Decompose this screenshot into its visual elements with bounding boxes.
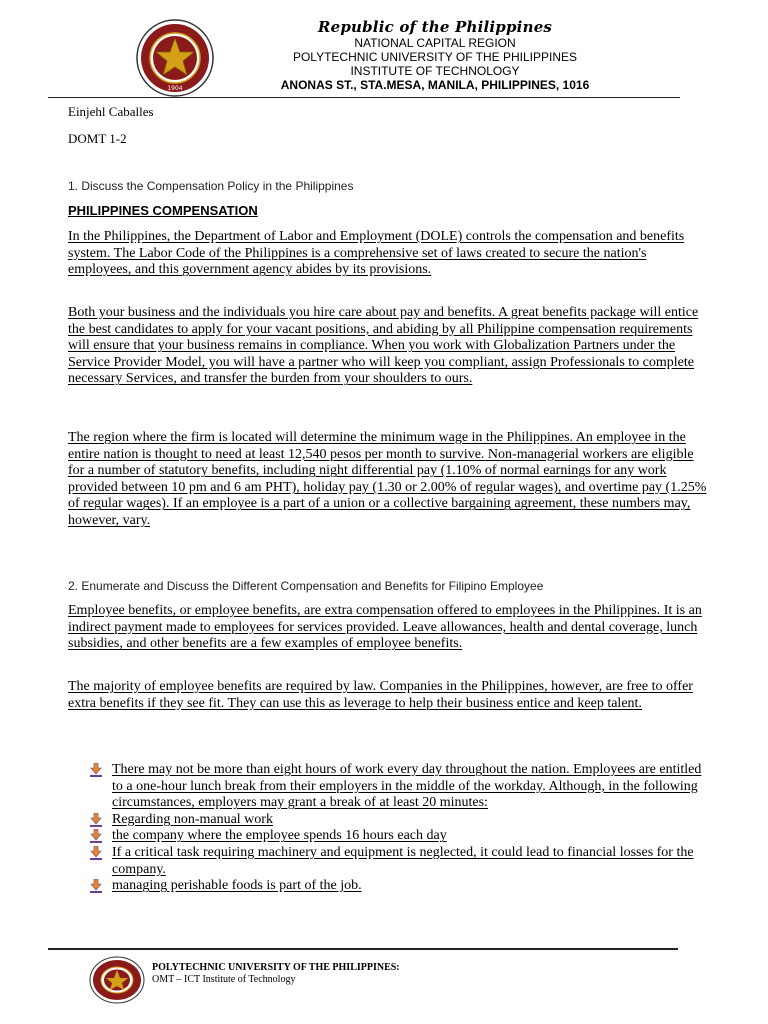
list-item: managing perishable foods is part of the job. <box>88 878 708 895</box>
list-item: If a critical task requiring machinery and equipment is neglected, it could lead to financial losses for the company. <box>88 845 708 878</box>
student-name: Einjehl Caballes <box>68 104 154 119</box>
footer-title: POLYTECHNIC UNIVERSITY OF THE PHILIPPINES: <box>152 962 400 973</box>
student-section: DOMT 1-2 <box>68 131 127 146</box>
arrow-bullet-icon <box>88 846 104 860</box>
list-item: Regarding non-manual work <box>88 812 708 829</box>
footer <box>152 962 400 986</box>
seal-year: 1904 <box>167 85 183 92</box>
header-divider <box>48 97 680 98</box>
region-line: NATIONAL CAPITAL REGION <box>354 36 516 50</box>
arrow-bullet-icon <box>88 763 104 777</box>
footer-seal-logo <box>88 955 146 1005</box>
list-item: the company where the employee spends 16 hours each day <box>88 828 708 845</box>
arrow-bullet-icon <box>88 813 104 827</box>
letterhead <box>200 18 670 92</box>
university-line: POLYTECHNIC UNIVERSITY OF THE PHILIPPINES <box>292 50 578 64</box>
list-item: There may not be more than eight hours of work every day throughout the nation. Employees are entitled to a one-hour lunch break from their employers in the middle of the workday. Although, in the following circumstances, employers may grant a break of at least 20 minutes: <box>88 762 708 812</box>
q1-paragraph-3: The region where the firm is located will determine the minimum wage in the Philippines. An employee in the entire nation is thought to need at least 12,540 pesos per month to survive. Non-managerial workers are eligible for a number of statutory benefits, including night differential pay (1.10% of normal earnings for any work provided between 10 pm and 6 am PHT), holiday pay (1.30 or 2.00% of regular wages), and overtime pay (1.25% of regular wages). If an employee is a part of a union or a collective bargaining agreement, these numbers may, however, vary. <box>68 430 707 528</box>
footer-subtitle: OMT – ICT Institute of Technology <box>152 974 296 985</box>
q2-paragraph-2: The majority of employee benefits are required by law. Companies in the Philippines, however, are free to offer extra benefits if they see fit. They can use this as leverage to help their business entice and keep talent. <box>68 679 693 711</box>
q2-paragraph-1: Employee benefits, or employee benefits, are extra compensation offered to employees in the Philippines. It is an indirect payment made to employees for services provided. Leave allowances, health and dental coverage, lunch subsidies, and other benefits are a few examples of employee benefits. <box>68 603 702 652</box>
footer-divider <box>48 948 678 950</box>
benefits-bullet-list <box>88 762 708 895</box>
republic-title: Republic of the Philippines <box>317 18 553 36</box>
question-1: 1. Discuss the Compensation Policy in the Philippines <box>68 179 354 193</box>
address-line: ANONAS ST., STA.MESA, MANILA, PHILIPPINES, 1016 <box>280 78 590 92</box>
q1-paragraph-2: Both your business and the individuals you hire care about pay and benefits. A great benefits package will entice the best candidates to apply for your vacant positions, and abiding by all Philippine compensation requirements will ensure that your business remains in compliance. When you work with Globalization Partners under the Service Provider Model, you will have a partner who will keep you compliant, assign Professionals to complete necessary Services, and transfer the burden from your shoulders to ours. <box>68 305 699 387</box>
q1-paragraph-1: In the Philippines, the Department of Labor and Employment (DOLE) controls the compensation and benefits system. The Labor Code of the Philippines is a comprehensive set of laws created to secure the nation's employees, and this government agency abides by its provisions. <box>68 229 685 278</box>
arrow-bullet-icon <box>88 829 104 843</box>
section-heading: PHILIPPINES COMPENSATION <box>68 203 258 218</box>
question-2: 2. Enumerate and Discuss the Different Compensation and Benefits for Filipino Employee <box>68 579 544 593</box>
arrow-bullet-icon <box>88 879 104 893</box>
institute-line: INSTITUTE OF TECHNOLOGY <box>350 64 520 78</box>
